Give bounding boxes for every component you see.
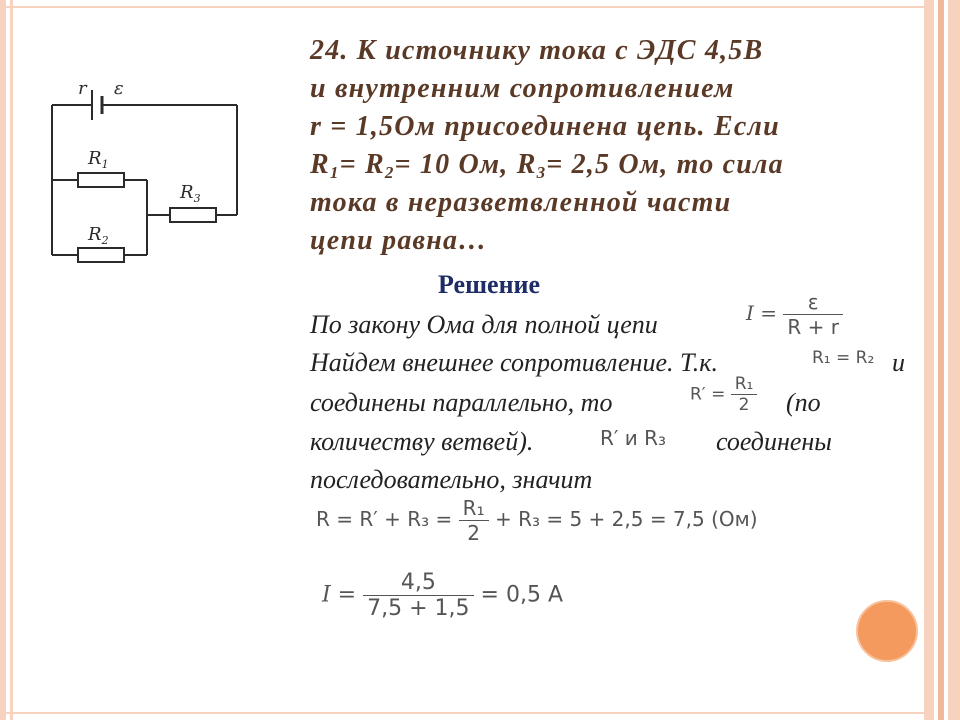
label-emf: ε [114, 78, 124, 99]
frame-right-stripe-3 [948, 0, 960, 720]
fraction-total-den: 2 [459, 520, 489, 545]
solution-line-1: По закону Ома для полной цепи [310, 310, 658, 339]
label-r: r [78, 78, 87, 99]
decorative-circle [856, 600, 918, 662]
formula-total-resistance [316, 496, 758, 545]
label-R2: $R_2$ [88, 224, 109, 247]
fraction-current [363, 570, 473, 621]
fraction-total [459, 496, 489, 545]
frame-bottom-line [0, 712, 924, 714]
fraction-rprime-num: R₁ [734, 374, 754, 394]
resistor-r1 [78, 173, 124, 187]
fraction-total-num: R₁ [462, 496, 485, 520]
problem-line-3: r = 1,5Ом присоединена цепь. Если [310, 111, 780, 142]
solution-line-3b: (по [786, 388, 821, 417]
resistor-r2 [78, 248, 124, 262]
fraction-rprime [731, 374, 758, 415]
solution-line-2a: Найдем внешнее сопротивление. Т.к. [310, 348, 718, 377]
formula-ohm-lhs: I = [746, 301, 778, 325]
problem-line-2: и внутренним сопротивлением [310, 73, 735, 104]
formula-rprime-and-r3: R′ и R₃ [600, 426, 667, 450]
formula-current-rhs: = 0,5 А [480, 582, 563, 608]
formula-total-lhs: R = R′ + R₃ = [316, 507, 453, 531]
circuit-diagram [22, 60, 272, 290]
problem-line-5: тока в неразветвленной части [310, 187, 732, 218]
fraction-ohm-den: R + r [783, 314, 843, 339]
formula-rprime-lhs: R′ = [690, 384, 726, 405]
fraction-ohm-num: ε [807, 290, 819, 314]
problem-line-6: цепи равна… [310, 225, 488, 256]
solution-line-4a: количеству ветвей). [310, 427, 534, 456]
formula-current-lhs: I = [322, 582, 357, 608]
frame-left-stripe-2 [10, 0, 13, 720]
solution-heading: Решение [438, 270, 541, 299]
formula-current [322, 570, 563, 621]
problem-statement [310, 32, 940, 260]
problem-line-4: $R_1= R_2= 10$ Ом, $R_3= 2,5$ Ом, то сила [310, 149, 784, 182]
label-R1: $R_1$ [88, 148, 109, 171]
fraction-ohm [783, 290, 843, 339]
resistor-r3 [170, 208, 216, 222]
solution-line-5: последовательно, значит [310, 465, 593, 494]
problem-line-1: 24. К источнику тока с ЭДС 4,5В [310, 35, 764, 66]
solution-line-4b: соединены [716, 427, 832, 456]
formula-rprime [690, 374, 757, 415]
frame-top-line [0, 6, 924, 8]
formula-ohm-law [746, 290, 843, 339]
formula-r1-eq-r2: R₁ = R₂ [812, 348, 875, 368]
frame-left-stripe [0, 0, 6, 720]
solution-line-3a: соединены параллельно, то [310, 388, 613, 417]
formula-total-rhs: + R₃ = 5 + 2,5 = 7,5 (Ом) [494, 507, 758, 531]
label-R3: $R_3$ [180, 182, 201, 205]
fraction-current-num: 4,5 [400, 570, 436, 595]
solution-line-2b: и [892, 348, 905, 377]
fraction-rprime-den: 2 [731, 394, 758, 415]
fraction-current-den: 7,5 + 1,5 [363, 595, 473, 621]
